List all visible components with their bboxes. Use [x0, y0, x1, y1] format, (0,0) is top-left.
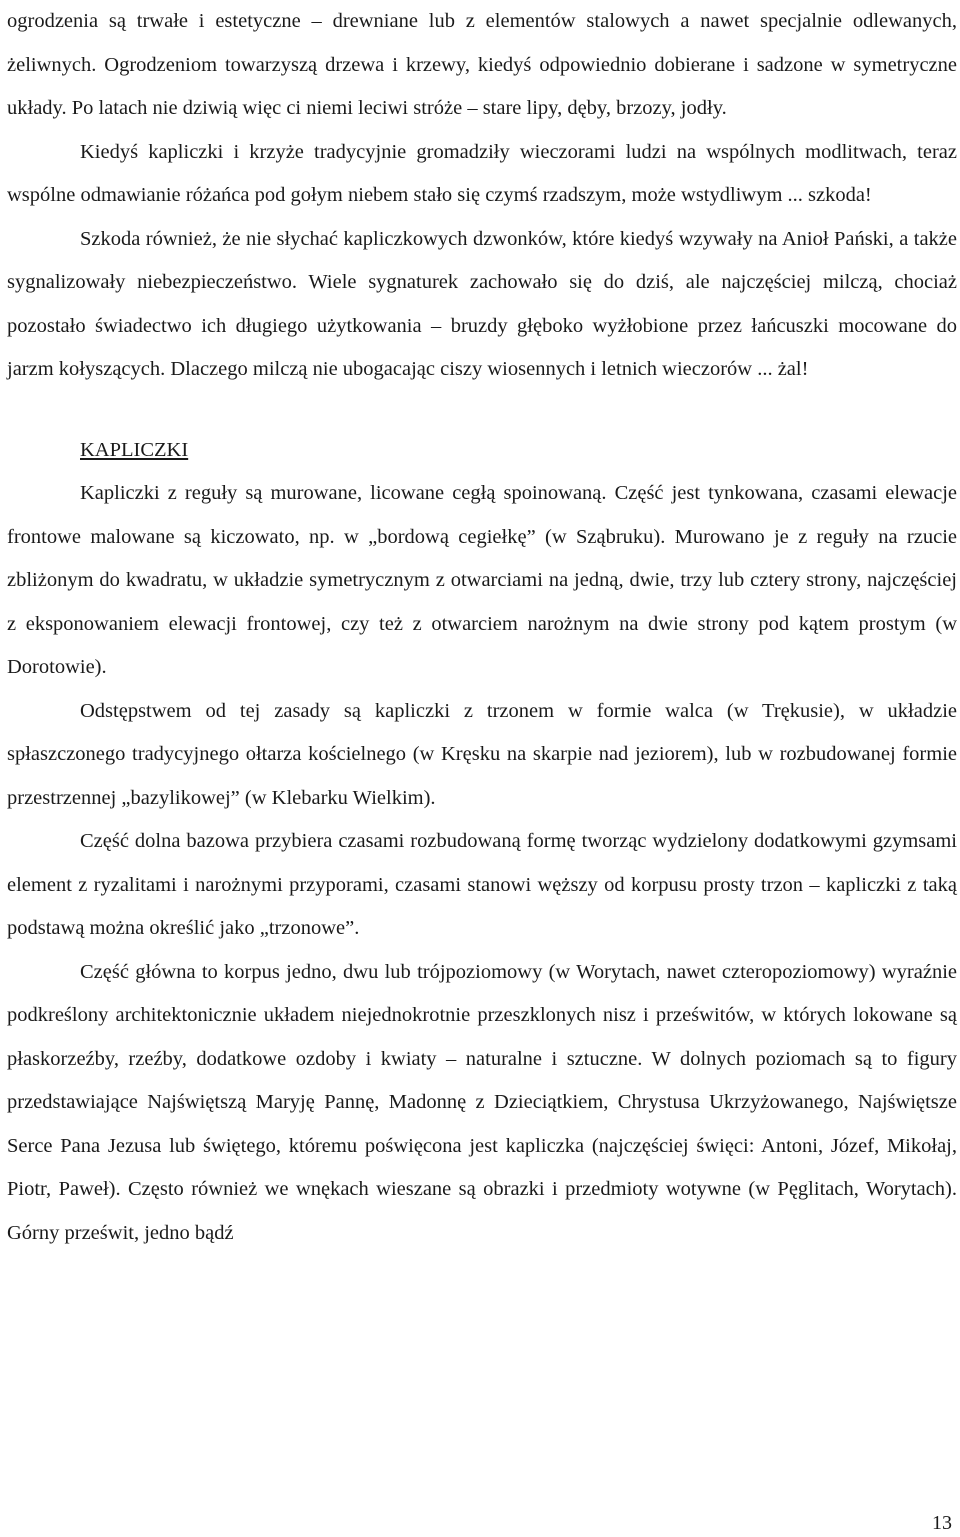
paragraph-exceptions: Odstępstwem od tej zasady są kapliczki z trzonem w formie walca (w Trękusie), w układzie spłaszczonego tradycyjnego ołtarza kościelnego (w Kręsku na skarpie nad jeziorem), lub w rozbudowanej formie przestrzennej „bazylikowej” (w Klebarku Wielkim).: [7, 699, 957, 809]
paragraph-continuation: ogrodzenia są trwałe i estetyczne – drewniane lub z elementów stalowych a nawet specjalnie odlewanych, żeliwnych. Ogrodzeniom towarzyszą drzewa i krzewy, kiedyś odpowiednio dobierane i sadzone w symetryczne układy. Po latach nie dziwią więc ci niemi leciwi stróże – stare lipy, dęby, brzozy, jodły.: [7, 10, 957, 119]
paragraph-base: Część dolna bazowa przybiera czasami rozbudowaną formę tworząc wydzielony dodatkowymi gzymsami element z ryzalitami i narożnymi przyporami, czasami stanowi węższy od korpusu prosty trzon – kapliczki z taką podstawą można określić jako „trzonowe”.: [7, 830, 957, 939]
section-heading: KAPLICZKI: [80, 438, 189, 461]
page-number: 13: [932, 1512, 952, 1534]
paragraph-gatherings: Kiedyś kapliczki i krzyże tradycyjnie gromadziły wieczorami ludzi na wspólnych modlitwach, teraz wspólne odmawianie różańca pod gołym niebem stało się czymś rzadszym, może wstydliwym ... szkoda!: [7, 140, 957, 206]
paragraph-bells: Szkoda również, że nie słychać kapliczkowych dzwonków, które kiedyś wzywały na Anioł Pański, a także sygnalizowały niebezpieczeństwo. Wiele sygnaturek zachowało się do dziś, ale najczęściej milczą, chociaż pozostało świadectwo ich długiego użytkowania – bruzdy głęboko wyżłobione przez łańcuszki mocowane do jarzm kołyszących. Dlaczego milczą nie ubogacając ciszy wiosennych i letnich wieczorów ... żal!: [7, 227, 957, 380]
document-page: [7, 0, 957, 1255]
paragraph-body: Część główna to korpus jedno, dwu lub trójpoziomowy (w Worytach, nawet czteropoziomowy) wyraźnie podkreślony architektonicznie układem niejednokrotnie przeszklonych nisz i prześwitów, w których lokowane są płaskorzeźby, rzeźby, dodatkowe ozdoby i kwiaty – naturalne i sztuczne. W dolnych poziomach są to figury przedstawiające Najświętszą Maryję Pannę, Madonnę z Dzieciątkiem, Chrystusa Ukrzyżowanego, Najświętsze Serce Pana Jezusa lub świętego, któremu poświęcona jest kapliczka (najczęściej święci: Antoni, Józef, Mikołaj, Piotr, Paweł). Często również we wnękach wieszane są obrazki i przedmioty wotywne (w Pęglitach, Worytach). Górny prześwit, jedno bądź: [7, 960, 957, 1244]
paragraph-construction: Kapliczki z reguły są murowane, licowane cegłą spoinowaną. Część jest tynkowana, czasami elewacje frontowe malowane są kiczowato, np. w „bordową cegiełkę” (w Sząbruku). Murowano je z reguły na rzucie zbliżonym do kwadratu, w układzie symetrycznym z otwarciami na jedną, dwie, trzy lub cztery strony, najczęściej z eksponowaniem elewacji frontowej, czy też z otwarciem narożnym na dwie strony pod kątem prostym (w Dorotowie).: [7, 482, 957, 678]
